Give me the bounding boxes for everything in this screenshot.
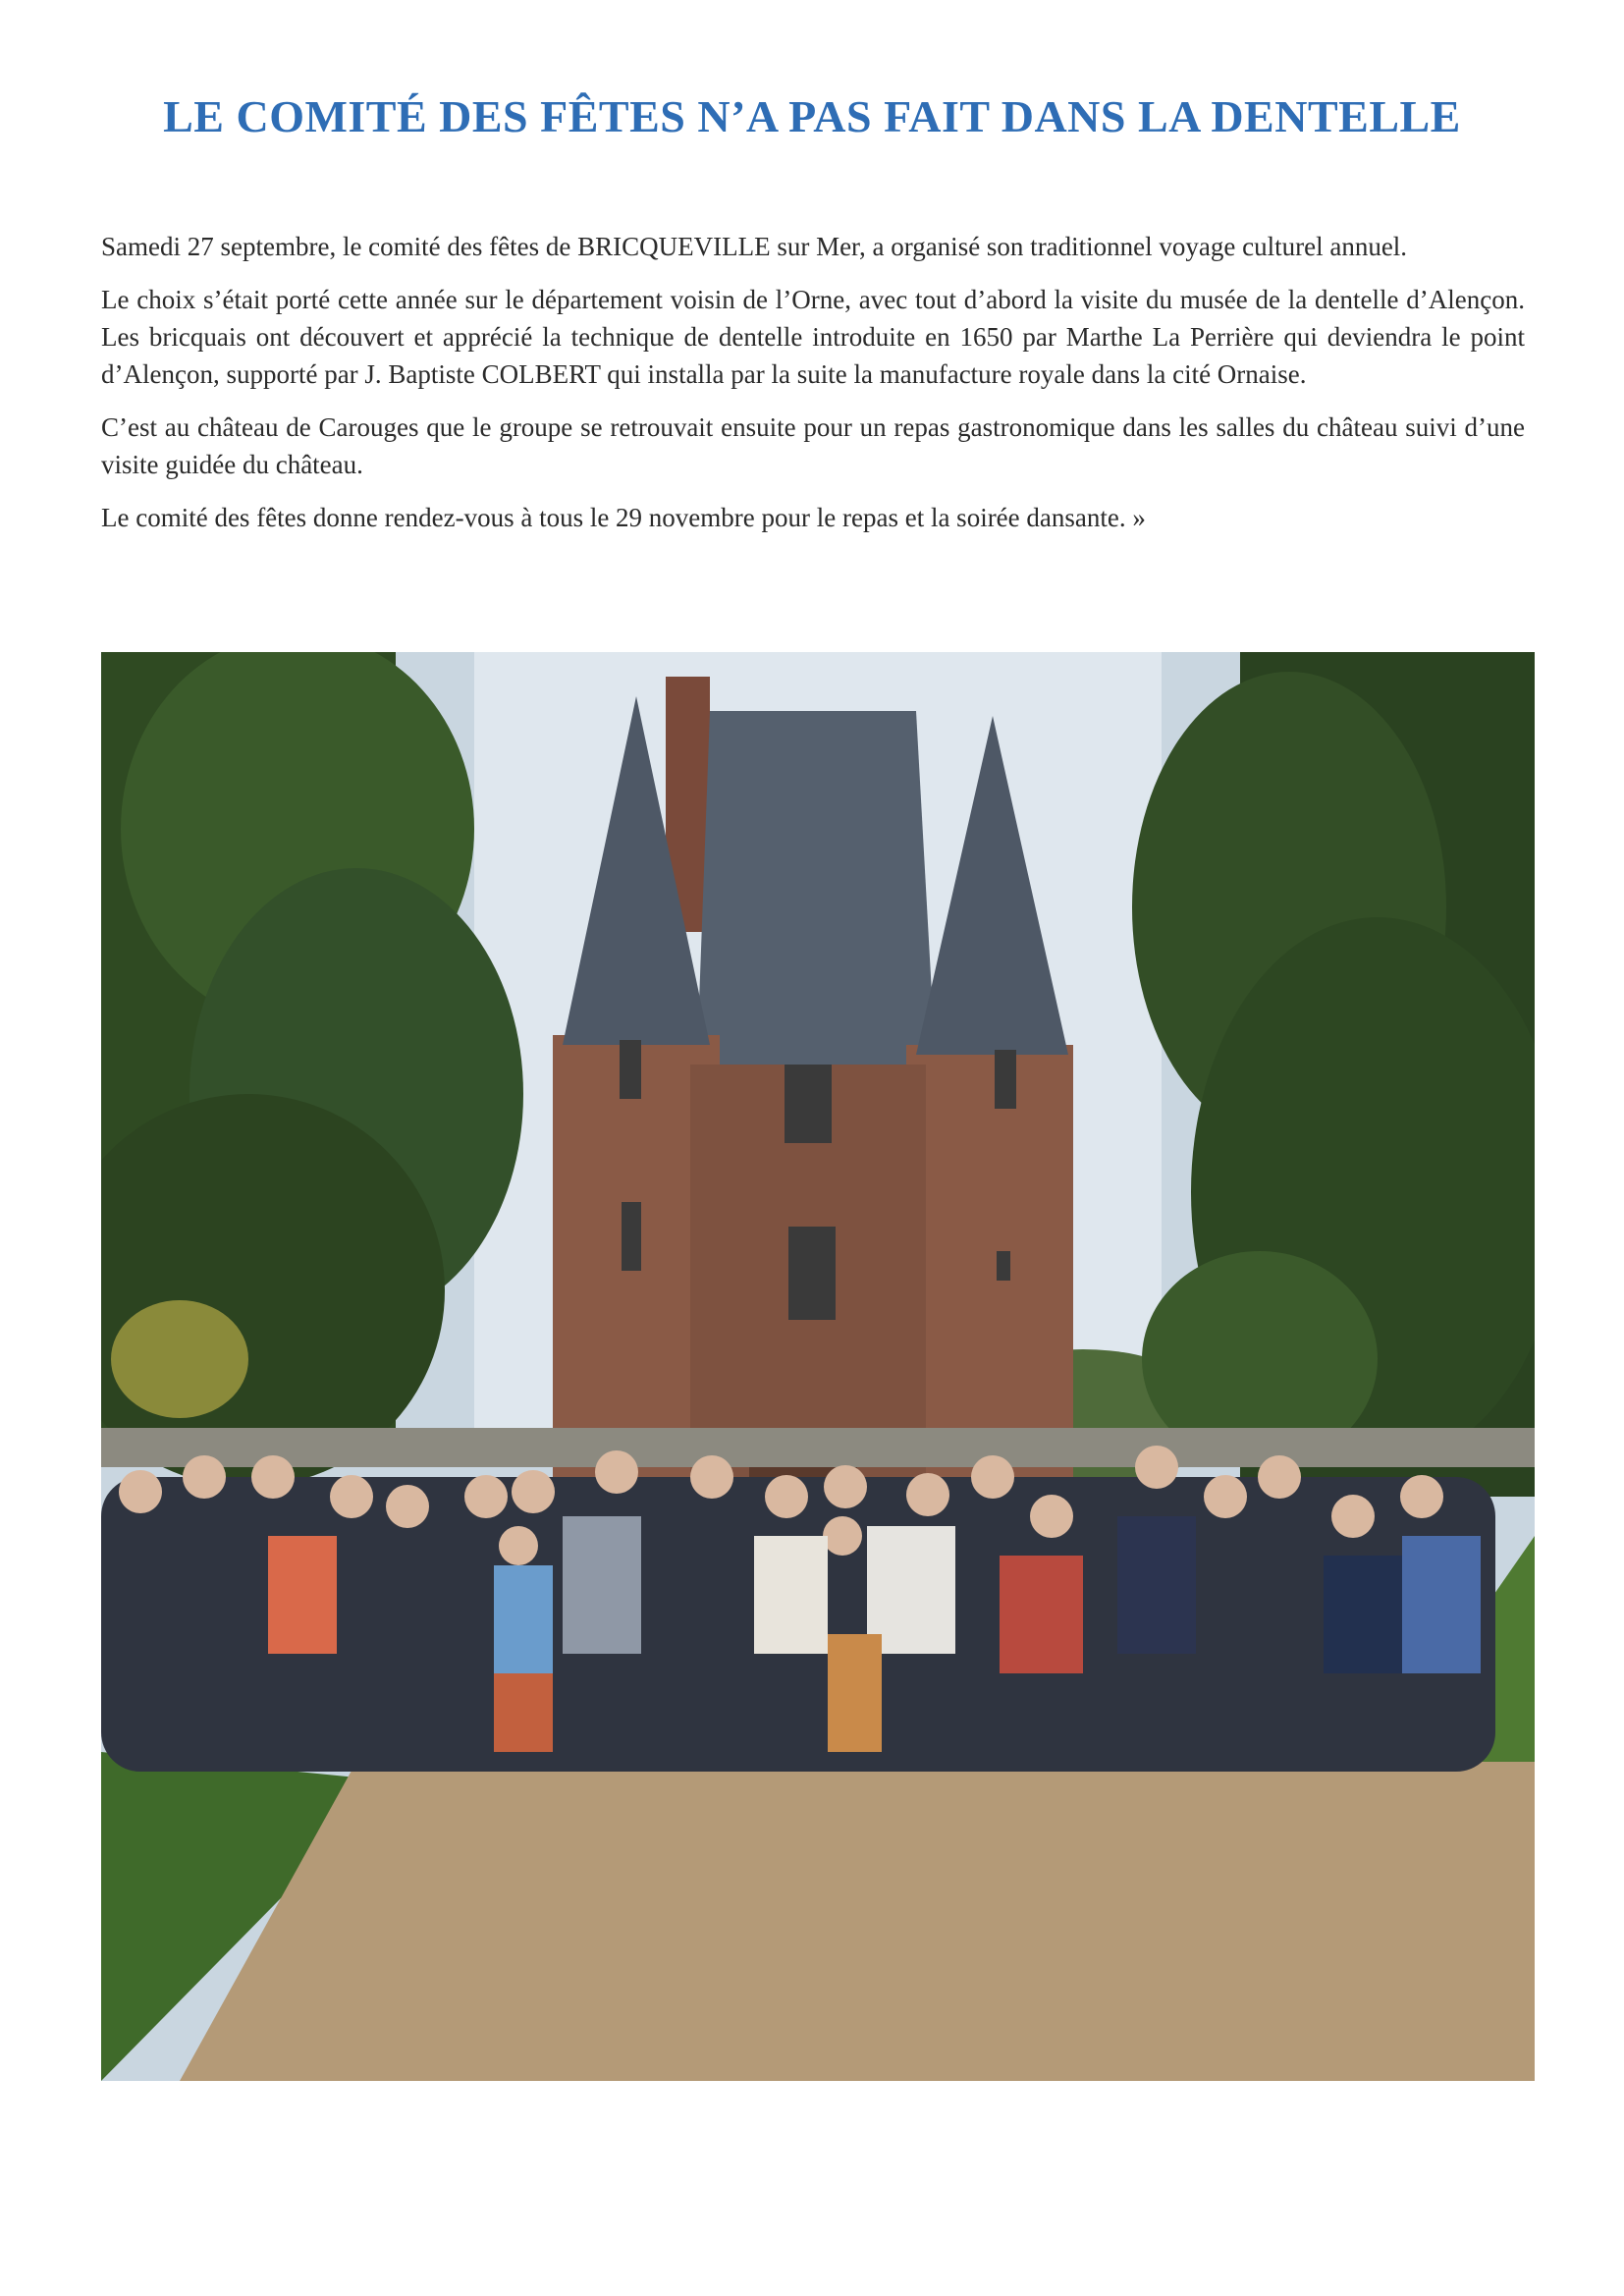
paragraph-2: Le choix s’était porté cette année sur le département voisin de l’Orne, avec tout d’abord la visite du musée de la dentelle d’Alençon. Les bricquais ont découvert et apprécié la technique de dentelle introduite en 1650 par Marthe La Perrière qui deviendra le point d’Alençon, supporté par J. Baptiste COLBERT qui installa par la suite la manufacture royale dans la cité Ornaise. bbox=[101, 285, 1525, 389]
photo-illustration bbox=[101, 652, 1535, 2081]
gravel-path bbox=[180, 1762, 1535, 2081]
article-body bbox=[101, 228, 1525, 552]
group-of-visitors bbox=[101, 1446, 1495, 1772]
right-tree bbox=[1132, 652, 1535, 1497]
group-photo-chateau bbox=[101, 652, 1535, 2081]
paragraph-3: C’est au château de Carouges que le groupe se retrouvait ensuite pour un repas gastronomique dans les salles du château suivi d’une visite guidée du château. bbox=[101, 412, 1525, 479]
chateau-carrouges-gatehouse bbox=[553, 677, 1073, 1546]
paragraph-1: Samedi 27 septembre, le comité des fêtes de BRICQUEVILLE sur Mer, a organisé son traditionnel voyage culturel annuel. bbox=[101, 232, 1408, 261]
paragraph-4: Le comité des fêtes donne rendez-vous à tous le 29 novembre pour le repas et la soirée dansante. » bbox=[101, 503, 1146, 532]
article-title: LE COMITÉ DES FÊTES N’A PAS FAIT DANS LA DENTELLE bbox=[163, 91, 1461, 141]
